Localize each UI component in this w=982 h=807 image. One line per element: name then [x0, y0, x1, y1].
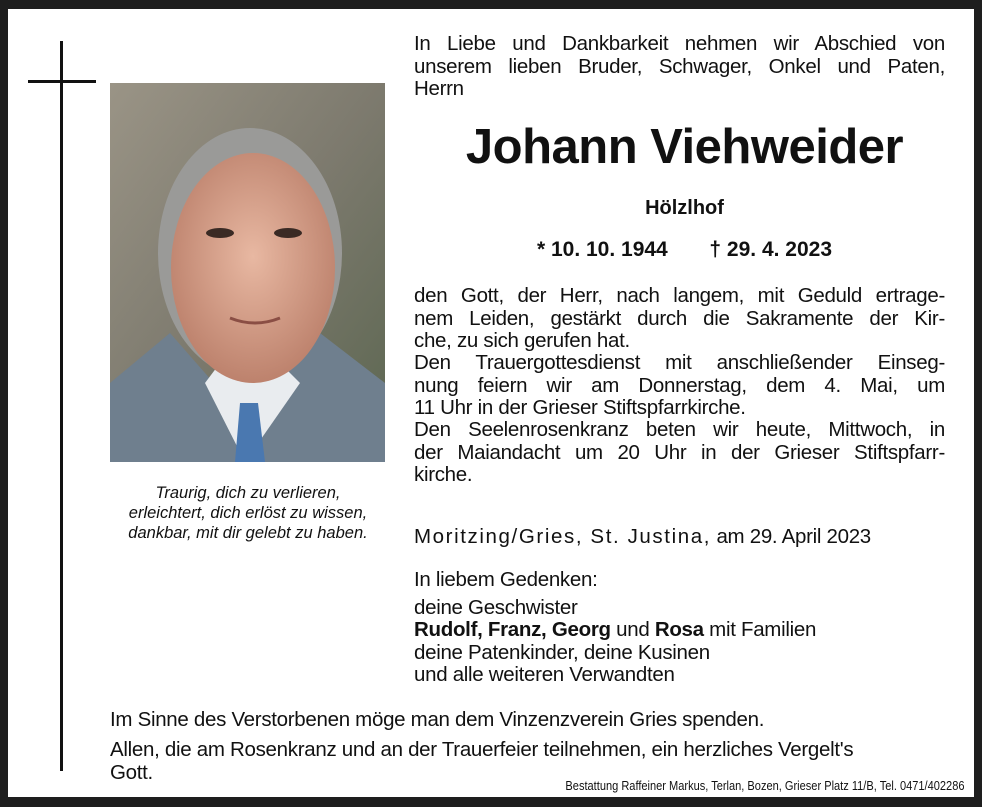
text-line: kirche.	[414, 463, 473, 486]
poem-line: Traurig, dich zu verlieren,	[155, 484, 341, 502]
place-date	[414, 526, 871, 549]
paragraph-death	[414, 285, 945, 353]
text-line: der Maiandacht um 20 Uhr in der Grieser Stiftspfarr-	[414, 440, 945, 464]
intro-line: In Liebe und Dankbarkeit nehmen wir Abschied von	[414, 32, 945, 55]
poem	[103, 483, 393, 543]
text-line: 11 Uhr in der Grieser Stiftspfarrkirche.	[414, 396, 746, 419]
conjunction: und	[610, 618, 655, 641]
text-line: nem Leiden, gestärkt durch die Sakramente der Kir-	[414, 306, 945, 330]
sibling-names: Rudolf, Franz, Georg	[414, 618, 611, 641]
obituary-card	[8, 9, 974, 797]
place: Moritzing/Gries, St. Justina,	[414, 525, 712, 548]
text-line: Allen, die am Rosenkranz und an der Trauerfeier teilnehmen, ein herzliches Vergelt's	[110, 738, 854, 761]
poem-line: erleichtert, dich erlöst zu wissen,	[128, 504, 368, 522]
donation-note: Im Sinne des Verstorbenen möge man dem Vinzenzverein Gries spenden.	[110, 708, 765, 731]
mourners-heading: In liebem Gedenken:	[414, 568, 598, 591]
intro-text	[414, 33, 945, 101]
portrait-photo	[110, 83, 385, 462]
paragraph-funeral	[414, 352, 945, 420]
text-line: den Gott, der Herr, nach langem, mit Geduld ertrage-	[414, 284, 945, 307]
mourners-line: deine Geschwister	[414, 595, 578, 619]
cross-icon-bar	[28, 80, 96, 83]
text-line: Den Trauergottesdienst mit anschließender Einseg-	[414, 351, 945, 374]
mourners-line: deine Patenkinder, deine Kusinen	[414, 640, 710, 664]
text-line: nung feiern wir am Donnerstag, dem 4. Mai, um	[414, 373, 945, 397]
paragraph-rosary	[414, 419, 945, 487]
cross-icon	[60, 41, 63, 771]
date: am 29. April 2023	[716, 525, 871, 548]
poem-line: dankbar, mit dir gelebt zu haben.	[128, 524, 368, 542]
siblings-line	[414, 619, 816, 642]
sibling-name: Rosa	[654, 618, 704, 641]
deceased-name: Johann Viehweider	[465, 120, 904, 174]
death-date: † 29. 4. 2023	[709, 238, 833, 261]
funeral-home-footer: Bestattung Raffeiner Markus, Terlan, Bozen, Grieser Platz 11/B, Tel. 0471/402286	[564, 778, 964, 793]
intro-line: unserem lieben Bruder, Schwager, Onkel und Paten,	[414, 54, 945, 78]
text-line: che, zu sich gerufen hat.	[414, 329, 630, 352]
farm-name: Hölzlhof	[645, 197, 724, 219]
mourners-line: und alle weiteren Verwandten	[414, 663, 675, 686]
intro-line: Herrn	[414, 77, 464, 100]
families: mit Familien	[703, 618, 817, 641]
birth-date: * 10. 10. 1944	[536, 238, 668, 261]
life-dates	[414, 238, 955, 262]
text-line: Gott.	[110, 760, 153, 784]
text-line: Den Seelenrosenkranz beten wir heute, Mittwoch, in	[414, 418, 945, 441]
mourners	[414, 569, 816, 687]
